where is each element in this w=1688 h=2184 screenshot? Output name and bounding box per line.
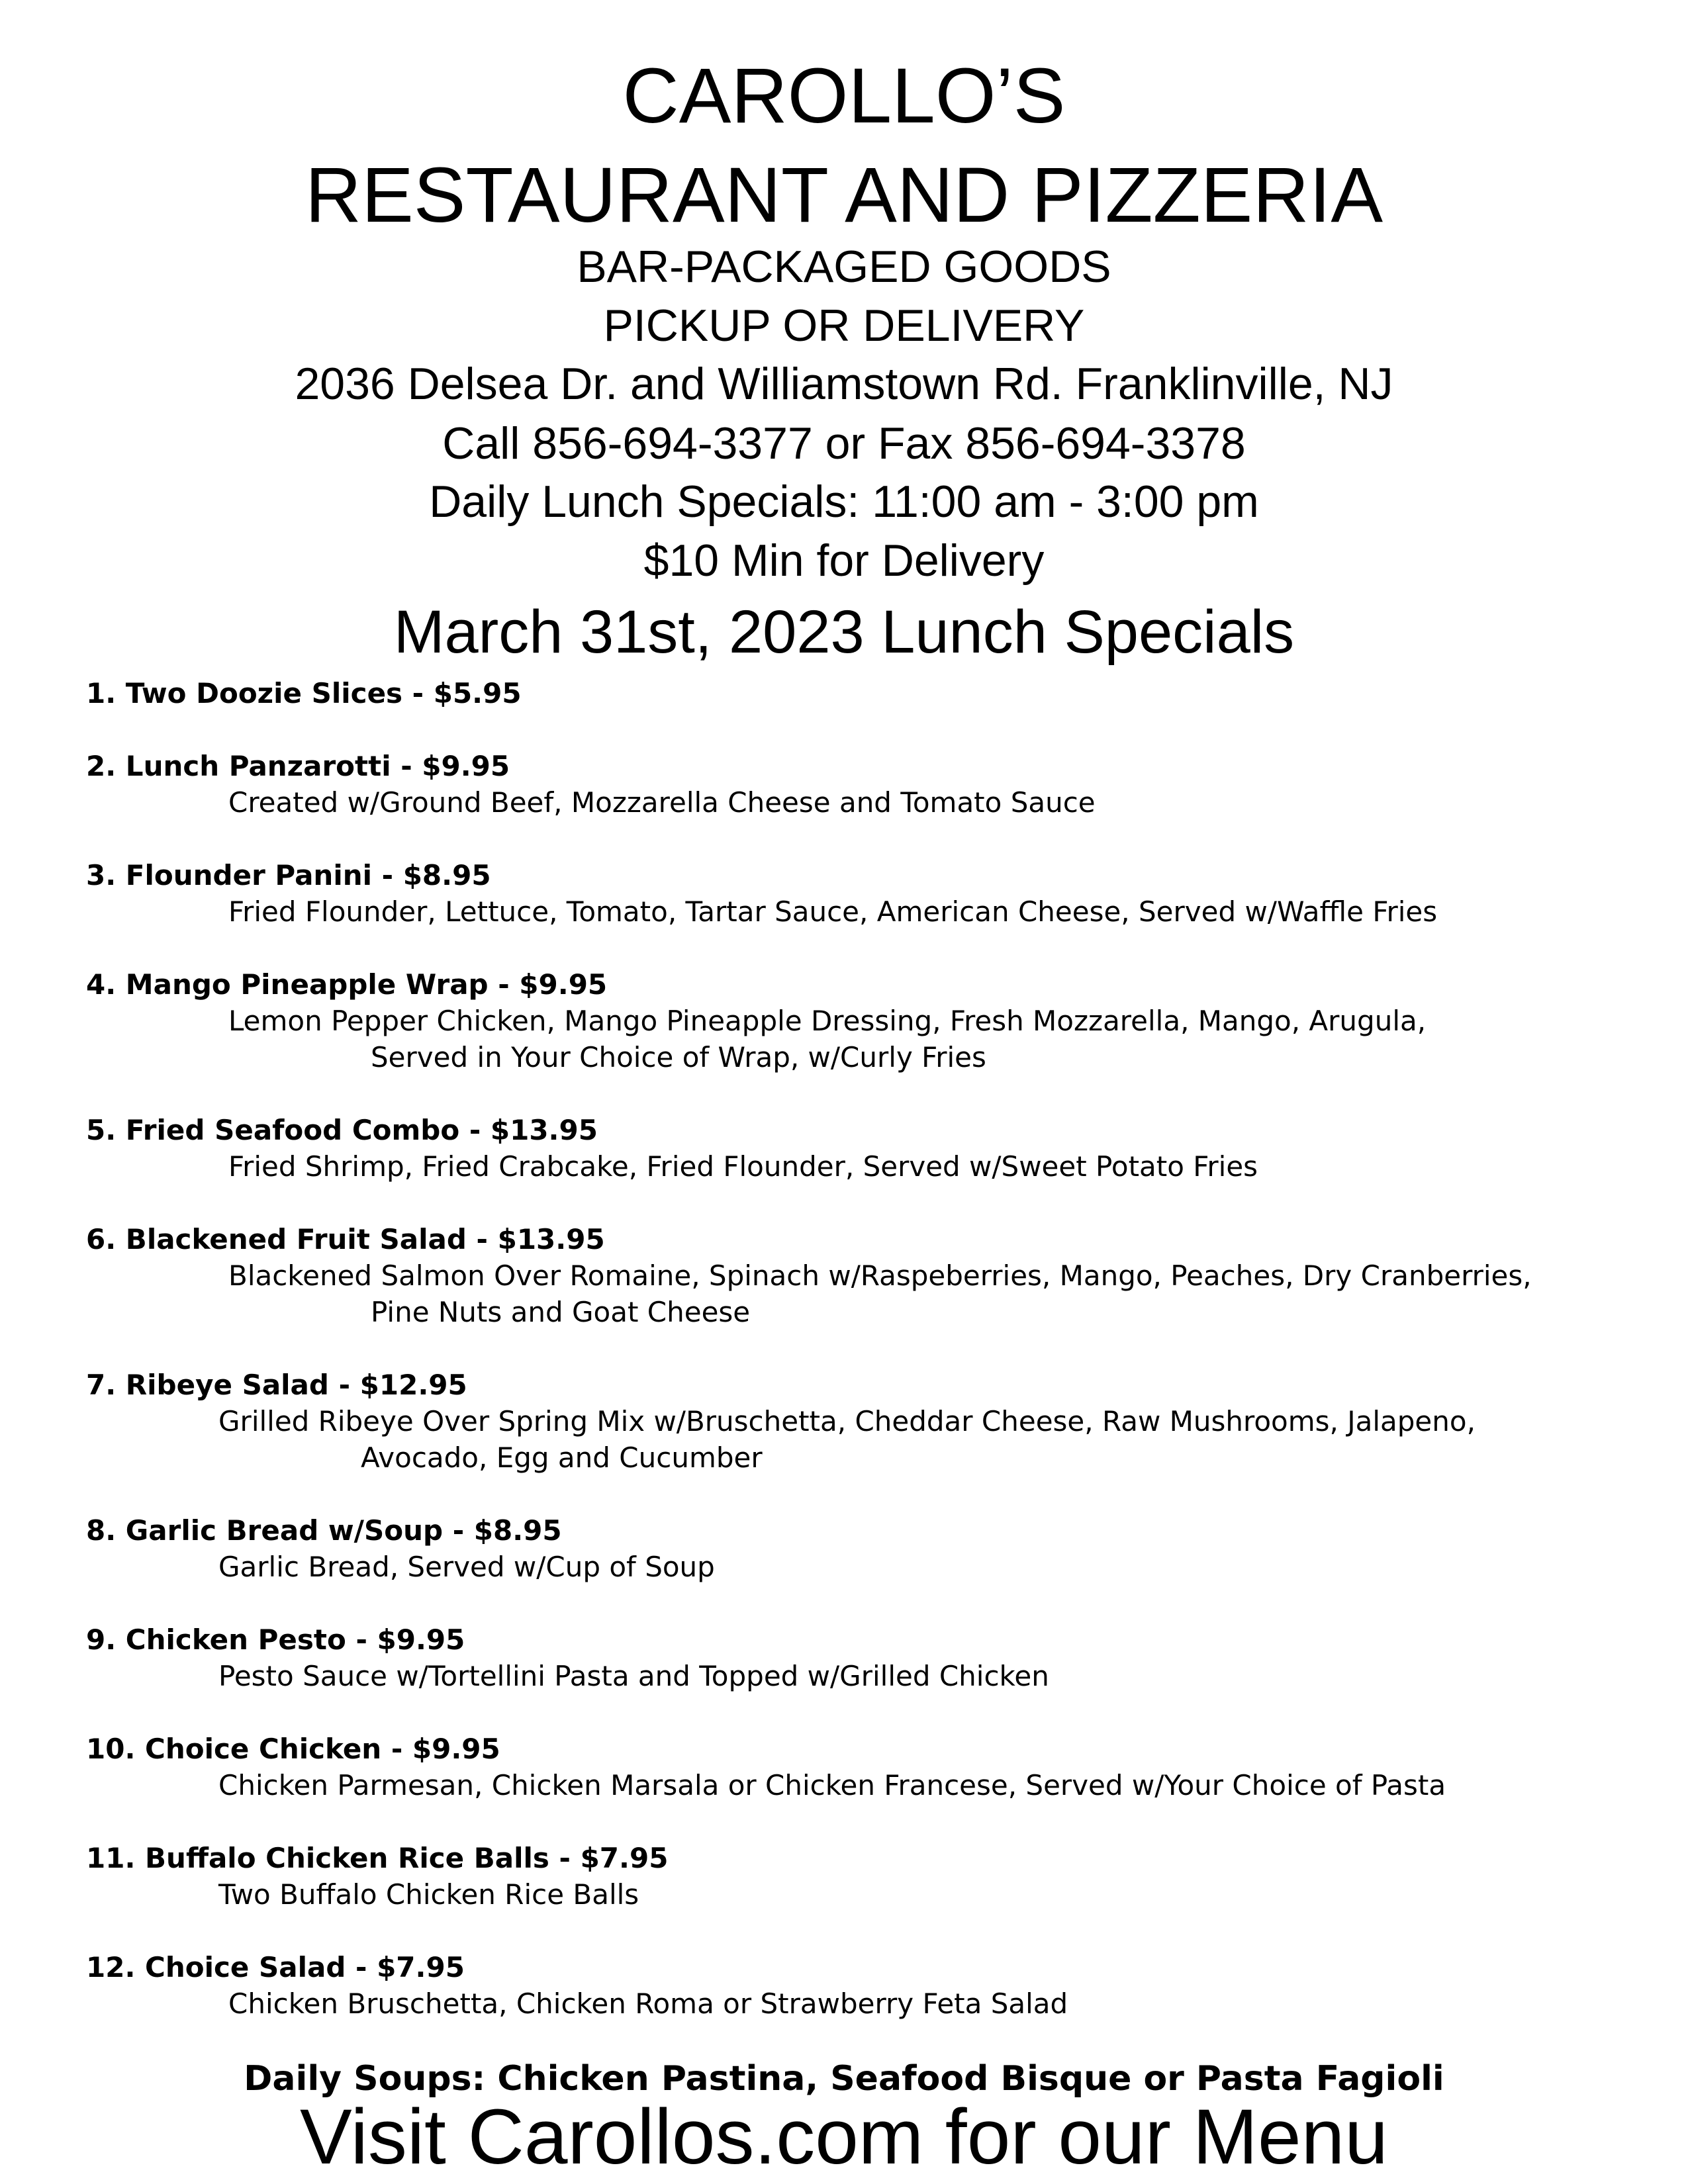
website-line: Visit Carollos.com for our Menu (300, 2093, 1388, 2181)
special-description: Pine Nuts and Goat Cheese (371, 1296, 751, 1328)
special-name: 4. Mango Pineapple Wrap - $9.95 (86, 968, 608, 1001)
special-description: Created w/Ground Beef, Mozzarella Cheese and Tomato Sauce (228, 786, 1096, 819)
special-name: 1. Two Doozie Slices - $5.95 (86, 677, 522, 709)
special-name: 7. Ribeye Salad - $12.95 (86, 1369, 467, 1401)
special-description: Garlic Bread, Served w/Cup of Soup (218, 1551, 715, 1583)
special-description: Served in Your Choice of Wrap, w/Curly Fries (371, 1041, 986, 1073)
special-name: 6. Blackened Fruit Salad - $13.95 (86, 1223, 605, 1255)
services-line: BAR-PACKAGED GOODS (577, 242, 1111, 292)
special-description: Grilled Ribeye Over Spring Mix w/Bruschetta, Cheddar Cheese, Raw Mushrooms, Jalapeno, (218, 1405, 1476, 1437)
address-line: 2036 Delsea Dr. and Williamstown Rd. Franklinville, NJ (295, 359, 1393, 409)
specials-date-heading: March 31st, 2023 Lunch Specials (393, 598, 1295, 666)
special-name: 3. Flounder Panini - $8.95 (86, 859, 491, 891)
special-description: Two Buffalo Chicken Rice Balls (218, 1878, 639, 1911)
special-description: Avocado, Egg and Cucumber (361, 1441, 763, 1474)
phone-line: Call 856-694-3377 or Fax 856-694-3378 (442, 418, 1246, 469)
special-name: 5. Fried Seafood Combo - $13.95 (86, 1114, 598, 1146)
special-name: 8. Garlic Bread w/Soup - $8.95 (86, 1514, 562, 1547)
special-name: 11. Buffalo Chicken Rice Balls - $7.95 (86, 1842, 669, 1874)
special-description: Fried Flounder, Lettuce, Tomato, Tartar Sauce, American Cheese, Served w/Waffle Fries (228, 895, 1438, 928)
special-description: Pesto Sauce w/Tortellini Pasta and Topped w/Grilled Chicken (218, 1660, 1049, 1692)
special-description: Lemon Pepper Chicken, Mango Pineapple Dressing, Fresh Mozzarella, Mango, Arugula, (228, 1005, 1427, 1037)
special-name: 12. Choice Salad - $7.95 (86, 1951, 465, 1983)
delivery-minimum-line: $10 Min for Delivery (643, 535, 1045, 586)
restaurant-subtitle: RESTAURANT AND PIZZERIA (305, 152, 1383, 239)
restaurant-name: CAROLLO’S (622, 52, 1066, 140)
special-description: Chicken Parmesan, Chicken Marsala or Chicken Francese, Served w/Your Choice of Pasta (218, 1769, 1446, 1801)
special-description: Blackened Salmon Over Romaine, Spinach w/Raspeberries, Mango, Peaches, Dry Cranberries, (228, 1259, 1532, 1292)
special-description: Fried Shrimp, Fried Crabcake, Fried Flounder, Served w/Sweet Potato Fries (228, 1150, 1258, 1183)
daily-soups-line: Daily Soups: Chicken Pastina, Seafood Bisque or Pasta Fagioli (244, 2059, 1444, 2099)
special-name: 9. Chicken Pesto - $9.95 (86, 1623, 465, 1656)
special-name: 10. Choice Chicken - $9.95 (86, 1733, 500, 1765)
ordering-line: PICKUP OR DELIVERY (603, 300, 1085, 351)
special-description: Chicken Bruschetta, Chicken Roma or Strawberry Feta Salad (228, 1987, 1068, 2020)
hours-line: Daily Lunch Specials: 11:00 am - 3:00 pm (429, 477, 1259, 527)
special-name: 2. Lunch Panzarotti - $9.95 (86, 750, 510, 782)
